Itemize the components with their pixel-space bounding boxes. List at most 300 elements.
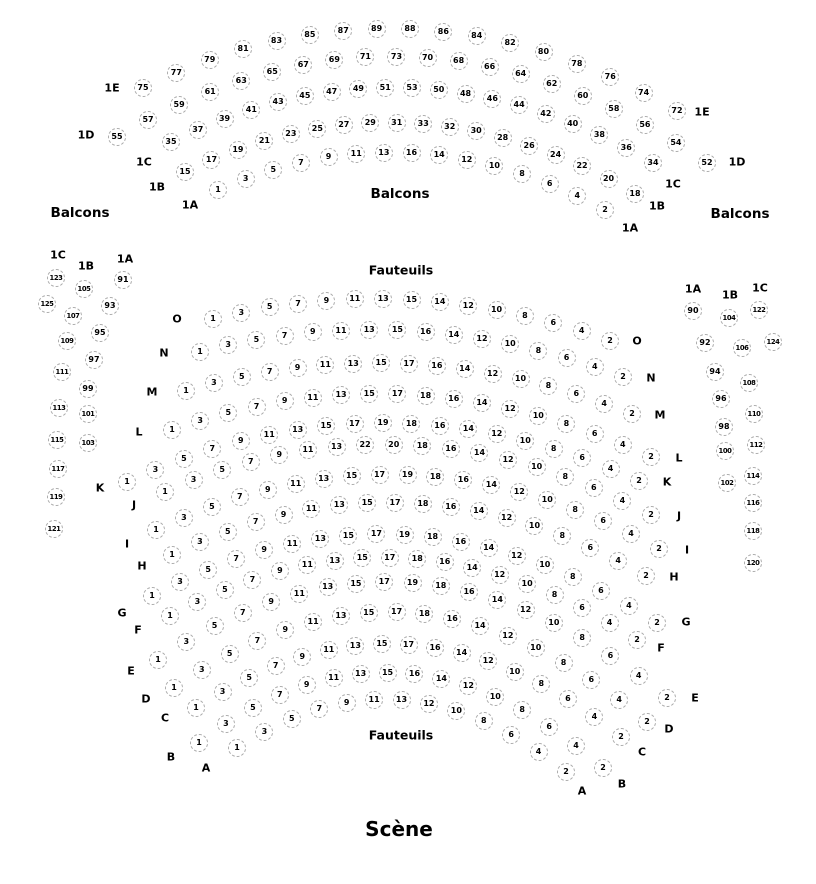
seat-fauteuil-G-13[interactable]: 13 <box>311 530 329 548</box>
seat-fauteuil-O-12[interactable]: 12 <box>459 297 477 315</box>
seat-fauteuil-F-13[interactable]: 13 <box>326 552 344 570</box>
seat-balcon-right-1A-100[interactable]: 100 <box>716 442 734 460</box>
seat-fauteuil-I-9[interactable]: 9 <box>259 481 277 499</box>
seat-balcon-1C-38[interactable]: 38 <box>590 126 608 144</box>
seat-fauteuil-L-13[interactable]: 13 <box>332 386 350 404</box>
seat-balcon-1D-56[interactable]: 56 <box>636 116 654 134</box>
seat-fauteuil-B-3[interactable]: 3 <box>217 715 235 733</box>
seat-fauteuil-F-5[interactable]: 5 <box>216 581 234 599</box>
seat-fauteuil-N-1[interactable]: 1 <box>191 343 209 361</box>
seat-balcon-1C-50[interactable]: 50 <box>430 81 448 99</box>
seat-balcon-left-1B-119[interactable]: 119 <box>47 488 65 506</box>
seat-fauteuil-B-8[interactable]: 8 <box>513 701 531 719</box>
seat-balcon-1A-14[interactable]: 14 <box>430 146 448 164</box>
seat-fauteuil-I-13[interactable]: 13 <box>315 470 333 488</box>
seat-fauteuil-I-5[interactable]: 5 <box>203 498 221 516</box>
seat-fauteuil-H-3[interactable]: 3 <box>191 533 209 551</box>
seat-fauteuil-H-1[interactable]: 1 <box>163 546 181 564</box>
seat-fauteuil-E-19[interactable]: 19 <box>404 574 422 592</box>
seat-fauteuil-K-13[interactable]: 13 <box>289 421 307 439</box>
seat-fauteuil-A-7[interactable]: 7 <box>310 700 328 718</box>
seat-fauteuil-H-8[interactable]: 8 <box>553 527 571 545</box>
seat-fauteuil-N-5[interactable]: 5 <box>247 331 265 349</box>
seat-balcon-1C-46[interactable]: 46 <box>483 90 501 108</box>
seat-fauteuil-N-15[interactable]: 15 <box>388 321 406 339</box>
seat-balcon-1B-28[interactable]: 28 <box>494 129 512 147</box>
seat-balcon-1B-23[interactable]: 23 <box>282 125 300 143</box>
seat-fauteuil-H-18[interactable]: 18 <box>414 495 432 513</box>
seat-fauteuil-J-5[interactable]: 5 <box>213 461 231 479</box>
seat-fauteuil-K-14[interactable]: 14 <box>459 420 477 438</box>
seat-fauteuil-I-2[interactable]: 2 <box>650 540 668 558</box>
seat-fauteuil-E-10[interactable]: 10 <box>545 614 563 632</box>
seat-fauteuil-G-1[interactable]: 1 <box>143 587 161 605</box>
seat-balcon-right-1A-102[interactable]: 102 <box>718 474 736 492</box>
seat-fauteuil-M-5[interactable]: 5 <box>233 368 251 386</box>
seat-fauteuil-A-9[interactable]: 9 <box>338 694 356 712</box>
seat-balcon-right-1B-108[interactable]: 108 <box>740 374 758 392</box>
seat-balcon-1C-47[interactable]: 47 <box>323 83 341 101</box>
seat-balcon-1C-36[interactable]: 36 <box>617 139 635 157</box>
seat-balcon-1C-37[interactable]: 37 <box>189 121 207 139</box>
seat-fauteuil-G-4[interactable]: 4 <box>620 597 638 615</box>
seat-fauteuil-K-17[interactable]: 17 <box>346 415 364 433</box>
seat-fauteuil-E-11[interactable]: 11 <box>290 585 308 603</box>
seat-fauteuil-D-11[interactable]: 11 <box>304 613 322 631</box>
seat-balcon-1A-11[interactable]: 11 <box>347 145 365 163</box>
seat-balcon-1A-16[interactable]: 16 <box>403 144 421 162</box>
seat-balcon-left-1B-109[interactable]: 109 <box>58 332 76 350</box>
seat-fauteuil-D-13[interactable]: 13 <box>332 607 350 625</box>
seat-fauteuil-G-9[interactable]: 9 <box>255 541 273 559</box>
seat-balcon-1C-40[interactable]: 40 <box>564 115 582 133</box>
seat-fauteuil-F-8[interactable]: 8 <box>546 586 564 604</box>
seat-fauteuil-B-10[interactable]: 10 <box>486 688 504 706</box>
seat-fauteuil-E-3[interactable]: 3 <box>177 633 195 651</box>
seat-fauteuil-M-10[interactable]: 10 <box>512 370 530 388</box>
seat-fauteuil-J-16[interactable]: 16 <box>442 440 460 458</box>
seat-fauteuil-M-6[interactable]: 6 <box>567 385 585 403</box>
seat-balcon-1C-44[interactable]: 44 <box>510 96 528 114</box>
seat-fauteuil-B-12[interactable]: 12 <box>459 677 477 695</box>
seat-fauteuil-L-15[interactable]: 15 <box>360 385 378 403</box>
seat-fauteuil-F-1[interactable]: 1 <box>161 607 179 625</box>
seat-fauteuil-O-13[interactable]: 13 <box>374 290 392 308</box>
seat-fauteuil-F-17[interactable]: 17 <box>381 549 399 567</box>
seat-balcon-1D-57[interactable]: 57 <box>139 111 157 129</box>
seat-balcon-right-1C-122[interactable]: 122 <box>750 301 768 319</box>
seat-fauteuil-O-15[interactable]: 15 <box>403 291 421 309</box>
seat-fauteuil-O-4[interactable]: 4 <box>573 322 591 340</box>
seat-fauteuil-F-18[interactable]: 18 <box>408 550 426 568</box>
seat-fauteuil-B-4[interactable]: 4 <box>567 737 585 755</box>
seat-fauteuil-N-11[interactable]: 11 <box>332 322 350 340</box>
seat-balcon-1E-74[interactable]: 74 <box>635 84 653 102</box>
seat-fauteuil-G-8[interactable]: 8 <box>564 568 582 586</box>
seat-balcon-right-1B-116[interactable]: 116 <box>744 494 762 512</box>
seat-fauteuil-F-11[interactable]: 11 <box>298 556 316 574</box>
seat-fauteuil-L-16[interactable]: 16 <box>445 390 463 408</box>
seat-fauteuil-H-7[interactable]: 7 <box>247 513 265 531</box>
seat-fauteuil-E-2[interactable]: 2 <box>658 689 676 707</box>
seat-fauteuil-D-15[interactable]: 15 <box>360 604 378 622</box>
seat-fauteuil-D-12[interactable]: 12 <box>499 627 517 645</box>
seat-fauteuil-L-4[interactable]: 4 <box>614 436 632 454</box>
seat-fauteuil-G-3[interactable]: 3 <box>171 573 189 591</box>
seat-fauteuil-H-12[interactable]: 12 <box>498 509 516 527</box>
seat-fauteuil-M-1[interactable]: 1 <box>177 382 195 400</box>
seat-fauteuil-I-8[interactable]: 8 <box>566 501 584 519</box>
seat-fauteuil-H-6[interactable]: 6 <box>581 539 599 557</box>
seat-fauteuil-J-4[interactable]: 4 <box>613 492 631 510</box>
seat-fauteuil-N-12[interactable]: 12 <box>473 330 491 348</box>
seat-fauteuil-I-16[interactable]: 16 <box>454 471 472 489</box>
seat-balcon-1E-75[interactable]: 75 <box>134 79 152 97</box>
seat-fauteuil-O-9[interactable]: 9 <box>317 292 335 310</box>
seat-balcon-1B-20[interactable]: 20 <box>600 170 618 188</box>
seat-fauteuil-H-17[interactable]: 17 <box>386 494 404 512</box>
seat-balcon-left-1B-107[interactable]: 107 <box>64 307 82 325</box>
seat-fauteuil-L-6[interactable]: 6 <box>586 425 604 443</box>
seat-balcon-1D-55[interactable]: 55 <box>108 128 126 146</box>
seat-balcon-right-1C-124[interactable]: 124 <box>764 333 782 351</box>
seat-fauteuil-F-14[interactable]: 14 <box>463 559 481 577</box>
seat-balcon-left-1A-97[interactable]: 97 <box>85 351 103 369</box>
seat-fauteuil-J-2[interactable]: 2 <box>642 506 660 524</box>
seat-fauteuil-J-22[interactable]: 22 <box>356 436 374 454</box>
seat-balcon-right-1A-98[interactable]: 98 <box>715 418 733 436</box>
seat-fauteuil-H-5[interactable]: 5 <box>219 523 237 541</box>
seat-balcon-1A-1[interactable]: 1 <box>209 181 227 199</box>
seat-fauteuil-H-14[interactable]: 14 <box>470 502 488 520</box>
seat-balcon-left-1B-121[interactable]: 121 <box>45 520 63 538</box>
seat-fauteuil-N-2[interactable]: 2 <box>614 368 632 386</box>
seat-fauteuil-H-16[interactable]: 16 <box>442 498 460 516</box>
seat-fauteuil-A-10[interactable]: 10 <box>447 702 465 720</box>
seat-balcon-1C-48[interactable]: 48 <box>457 85 475 103</box>
seat-balcon-left-1B-105[interactable]: 105 <box>75 280 93 298</box>
seat-fauteuil-L-14[interactable]: 14 <box>473 394 491 412</box>
seat-fauteuil-D-2[interactable]: 2 <box>638 713 656 731</box>
seat-fauteuil-I-1[interactable]: 1 <box>147 521 165 539</box>
seat-fauteuil-M-13[interactable]: 13 <box>344 355 362 373</box>
seat-balcon-right-1A-92[interactable]: 92 <box>696 334 714 352</box>
seat-balcon-right-1A-90[interactable]: 90 <box>684 302 702 320</box>
seat-fauteuil-M-12[interactable]: 12 <box>484 365 502 383</box>
seat-balcon-1E-80[interactable]: 80 <box>535 43 553 61</box>
seat-fauteuil-M-14[interactable]: 14 <box>456 360 474 378</box>
seat-fauteuil-E-8[interactable]: 8 <box>573 629 591 647</box>
seat-fauteuil-I-15[interactable]: 15 <box>343 467 361 485</box>
seat-fauteuil-F-4[interactable]: 4 <box>601 614 619 632</box>
seat-balcon-1B-15[interactable]: 15 <box>176 163 194 181</box>
seat-fauteuil-B-13[interactable]: 13 <box>352 665 370 683</box>
seat-fauteuil-B-15[interactable]: 15 <box>379 664 397 682</box>
seat-fauteuil-L-7[interactable]: 7 <box>248 398 266 416</box>
seat-fauteuil-K-11[interactable]: 11 <box>260 426 278 444</box>
seat-balcon-left-1A-93[interactable]: 93 <box>101 297 119 315</box>
seat-fauteuil-M-4[interactable]: 4 <box>595 395 613 413</box>
seat-fauteuil-A-6[interactable]: 6 <box>502 726 520 744</box>
seat-fauteuil-N-8[interactable]: 8 <box>529 342 547 360</box>
seat-fauteuil-J-9[interactable]: 9 <box>270 446 288 464</box>
seat-fauteuil-J-12[interactable]: 12 <box>499 451 517 469</box>
seat-fauteuil-B-2[interactable]: 2 <box>594 759 612 777</box>
seat-fauteuil-J-11[interactable]: 11 <box>299 441 317 459</box>
seat-balcon-1A-8[interactable]: 8 <box>513 165 531 183</box>
seat-fauteuil-G-18[interactable]: 18 <box>424 528 442 546</box>
seat-fauteuil-J-13[interactable]: 13 <box>328 438 346 456</box>
seat-balcon-1E-78[interactable]: 78 <box>568 55 586 73</box>
seat-balcon-left-1A-103[interactable]: 103 <box>79 434 97 452</box>
seat-fauteuil-L-18[interactable]: 18 <box>417 387 435 405</box>
seat-fauteuil-E-5[interactable]: 5 <box>206 617 224 635</box>
seat-fauteuil-O-7[interactable]: 7 <box>289 295 307 313</box>
seat-fauteuil-H-4[interactable]: 4 <box>609 552 627 570</box>
seat-balcon-1B-26[interactable]: 26 <box>520 137 538 155</box>
seat-fauteuil-E-4[interactable]: 4 <box>630 667 648 685</box>
seat-fauteuil-G-17[interactable]: 17 <box>367 525 385 543</box>
seat-fauteuil-E-12[interactable]: 12 <box>517 601 535 619</box>
seat-fauteuil-F-2[interactable]: 2 <box>628 631 646 649</box>
seat-balcon-1C-45[interactable]: 45 <box>296 87 314 105</box>
seat-fauteuil-K-9[interactable]: 9 <box>232 432 250 450</box>
seat-balcon-left-1A-91[interactable]: 91 <box>114 271 132 289</box>
seat-balcon-1C-39[interactable]: 39 <box>216 110 234 128</box>
seat-fauteuil-L-2[interactable]: 2 <box>642 448 660 466</box>
seat-balcon-1C-53[interactable]: 53 <box>403 79 421 97</box>
seat-balcon-left-1B-115[interactable]: 115 <box>48 431 66 449</box>
seat-fauteuil-E-16[interactable]: 16 <box>460 583 478 601</box>
seat-fauteuil-B-11[interactable]: 11 <box>325 669 343 687</box>
seat-balcon-1B-18[interactable]: 18 <box>626 185 644 203</box>
seat-fauteuil-O-5[interactable]: 5 <box>261 298 279 316</box>
seat-balcon-1B-33[interactable]: 33 <box>414 115 432 133</box>
seat-balcon-1C-41[interactable]: 41 <box>242 101 260 119</box>
seat-fauteuil-O-3[interactable]: 3 <box>232 304 250 322</box>
seat-fauteuil-F-6[interactable]: 6 <box>573 599 591 617</box>
seat-balcon-1B-19[interactable]: 19 <box>229 141 247 159</box>
seat-fauteuil-I-17[interactable]: 17 <box>371 466 389 484</box>
seat-balcon-right-1B-110[interactable]: 110 <box>745 405 763 423</box>
seat-balcon-right-1B-112[interactable]: 112 <box>747 436 765 454</box>
seat-fauteuil-A-2[interactable]: 2 <box>557 763 575 781</box>
seat-fauteuil-C-12[interactable]: 12 <box>479 652 497 670</box>
seat-balcon-1E-86[interactable]: 86 <box>434 23 452 41</box>
seat-balcon-1A-7[interactable]: 7 <box>292 154 310 172</box>
seat-fauteuil-C-11[interactable]: 11 <box>320 641 338 659</box>
seat-fauteuil-M-7[interactable]: 7 <box>261 363 279 381</box>
seat-balcon-1A-3[interactable]: 3 <box>237 170 255 188</box>
seat-fauteuil-K-1[interactable]: 1 <box>118 473 136 491</box>
seat-fauteuil-C-15[interactable]: 15 <box>373 635 391 653</box>
seat-balcon-1A-2[interactable]: 2 <box>596 201 614 219</box>
seat-balcon-1B-27[interactable]: 27 <box>335 116 353 134</box>
seat-fauteuil-B-5[interactable]: 5 <box>244 699 262 717</box>
seat-fauteuil-K-15[interactable]: 15 <box>317 417 335 435</box>
seat-fauteuil-L-1[interactable]: 1 <box>163 421 181 439</box>
seat-balcon-1E-85[interactable]: 85 <box>301 26 319 44</box>
seat-fauteuil-A-12[interactable]: 12 <box>420 695 438 713</box>
seat-fauteuil-K-10[interactable]: 10 <box>516 432 534 450</box>
seat-fauteuil-J-10[interactable]: 10 <box>528 458 546 476</box>
seat-balcon-1E-89[interactable]: 89 <box>368 20 386 38</box>
seat-fauteuil-O-10[interactable]: 10 <box>488 301 506 319</box>
seat-balcon-1C-51[interactable]: 51 <box>376 79 394 97</box>
seat-fauteuil-D-4[interactable]: 4 <box>610 691 628 709</box>
seat-fauteuil-L-9[interactable]: 9 <box>276 392 294 410</box>
seat-fauteuil-G-7[interactable]: 7 <box>227 550 245 568</box>
seat-balcon-1D-61[interactable]: 61 <box>201 83 219 101</box>
seat-balcon-right-1B-118[interactable]: 118 <box>744 522 762 540</box>
seat-fauteuil-L-11[interactable]: 11 <box>304 389 322 407</box>
seat-fauteuil-N-3[interactable]: 3 <box>219 336 237 354</box>
seat-fauteuil-C-5[interactable]: 5 <box>240 669 258 687</box>
seat-fauteuil-L-3[interactable]: 3 <box>191 412 209 430</box>
seat-balcon-right-1B-104[interactable]: 104 <box>720 309 738 327</box>
seat-fauteuil-E-15[interactable]: 15 <box>347 575 365 593</box>
seat-fauteuil-H-11[interactable]: 11 <box>302 500 320 518</box>
seat-balcon-1D-71[interactable]: 71 <box>356 48 374 66</box>
seat-fauteuil-J-20[interactable]: 20 <box>385 436 403 454</box>
seat-balcon-right-1B-114[interactable]: 114 <box>744 467 762 485</box>
seat-fauteuil-M-8[interactable]: 8 <box>539 377 557 395</box>
seat-fauteuil-C-17[interactable]: 17 <box>400 636 418 654</box>
seat-fauteuil-K-12[interactable]: 12 <box>488 425 506 443</box>
seat-fauteuil-D-16[interactable]: 16 <box>443 610 461 628</box>
seat-fauteuil-J-1[interactable]: 1 <box>156 483 174 501</box>
seat-balcon-1B-24[interactable]: 24 <box>547 146 565 164</box>
seat-balcon-1B-22[interactable]: 22 <box>573 157 591 175</box>
seat-fauteuil-G-10[interactable]: 10 <box>536 556 554 574</box>
seat-fauteuil-M-15[interactable]: 15 <box>372 354 390 372</box>
seat-fauteuil-F-16[interactable]: 16 <box>436 553 454 571</box>
seat-fauteuil-H-13[interactable]: 13 <box>330 496 348 514</box>
seat-balcon-1E-72[interactable]: 72 <box>668 102 686 120</box>
seat-fauteuil-L-17[interactable]: 17 <box>388 385 406 403</box>
seat-fauteuil-G-11[interactable]: 11 <box>283 535 301 553</box>
seat-fauteuil-J-6[interactable]: 6 <box>585 479 603 497</box>
seat-balcon-1E-84[interactable]: 84 <box>468 27 486 45</box>
seat-fauteuil-K-8[interactable]: 8 <box>545 440 563 458</box>
seat-fauteuil-K-5[interactable]: 5 <box>175 450 193 468</box>
seat-fauteuil-F-15[interactable]: 15 <box>353 549 371 567</box>
seat-fauteuil-F-3[interactable]: 3 <box>188 593 206 611</box>
seat-fauteuil-O-1[interactable]: 1 <box>204 310 222 328</box>
seat-fauteuil-G-2[interactable]: 2 <box>648 614 666 632</box>
seat-balcon-1B-25[interactable]: 25 <box>308 120 326 138</box>
seat-fauteuil-J-14[interactable]: 14 <box>470 444 488 462</box>
seat-balcon-1D-65[interactable]: 65 <box>263 63 281 81</box>
seat-fauteuil-D-9[interactable]: 9 <box>276 621 294 639</box>
seat-fauteuil-C-14[interactable]: 14 <box>453 644 471 662</box>
seat-fauteuil-N-6[interactable]: 6 <box>558 349 576 367</box>
seat-fauteuil-N-4[interactable]: 4 <box>586 358 604 376</box>
seat-balcon-1B-21[interactable]: 21 <box>255 132 273 150</box>
seat-balcon-1D-69[interactable]: 69 <box>325 51 343 69</box>
seat-balcon-1C-49[interactable]: 49 <box>349 80 367 98</box>
seat-fauteuil-O-11[interactable]: 11 <box>346 290 364 308</box>
seat-balcon-left-1B-117[interactable]: 117 <box>49 460 67 478</box>
seat-fauteuil-K-19[interactable]: 19 <box>374 414 392 432</box>
seat-fauteuil-C-7[interactable]: 7 <box>267 657 285 675</box>
seat-balcon-left-1B-113[interactable]: 113 <box>50 399 68 417</box>
seat-balcon-1D-64[interactable]: 64 <box>512 65 530 83</box>
seat-balcon-1D-60[interactable]: 60 <box>574 87 592 105</box>
seat-fauteuil-H-10[interactable]: 10 <box>525 517 543 535</box>
seat-balcon-1E-83[interactable]: 83 <box>268 32 286 50</box>
seat-fauteuil-I-7[interactable]: 7 <box>231 488 249 506</box>
seat-balcon-1A-4[interactable]: 4 <box>568 187 586 205</box>
seat-balcon-1A-12[interactable]: 12 <box>458 151 476 169</box>
seat-fauteuil-B-16[interactable]: 16 <box>405 665 423 683</box>
seat-balcon-1B-17[interactable]: 17 <box>202 151 220 169</box>
seat-fauteuil-J-7[interactable]: 7 <box>242 453 260 471</box>
seat-balcon-1D-59[interactable]: 59 <box>170 96 188 114</box>
seat-fauteuil-K-16[interactable]: 16 <box>431 417 449 435</box>
seat-balcon-left-1A-95[interactable]: 95 <box>91 324 109 342</box>
seat-fauteuil-D-5[interactable]: 5 <box>221 645 239 663</box>
seat-fauteuil-C-1[interactable]: 1 <box>187 699 205 717</box>
seat-fauteuil-N-16[interactable]: 16 <box>417 323 435 341</box>
seat-fauteuil-M-11[interactable]: 11 <box>316 356 334 374</box>
seat-fauteuil-K-6[interactable]: 6 <box>573 449 591 467</box>
seat-balcon-1E-77[interactable]: 77 <box>167 64 185 82</box>
seat-fauteuil-N-14[interactable]: 14 <box>445 326 463 344</box>
seat-fauteuil-D-6[interactable]: 6 <box>582 671 600 689</box>
seat-fauteuil-N-13[interactable]: 13 <box>360 321 378 339</box>
seat-fauteuil-H-2[interactable]: 2 <box>637 567 655 585</box>
seat-balcon-1D-66[interactable]: 66 <box>481 58 499 76</box>
seat-fauteuil-N-9[interactable]: 9 <box>304 323 322 341</box>
seat-fauteuil-J-3[interactable]: 3 <box>185 471 203 489</box>
seat-fauteuil-D-18[interactable]: 18 <box>415 605 433 623</box>
seat-fauteuil-M-17[interactable]: 17 <box>400 355 418 373</box>
seat-fauteuil-H-15[interactable]: 15 <box>358 494 376 512</box>
seat-fauteuil-O-14[interactable]: 14 <box>431 293 449 311</box>
seat-fauteuil-C-3[interactable]: 3 <box>214 683 232 701</box>
seat-fauteuil-A-4[interactable]: 4 <box>530 743 548 761</box>
seat-fauteuil-D-1[interactable]: 1 <box>165 679 183 697</box>
seat-fauteuil-I-18[interactable]: 18 <box>426 468 444 486</box>
seat-balcon-1D-70[interactable]: 70 <box>419 49 437 67</box>
seat-fauteuil-G-12[interactable]: 12 <box>508 547 526 565</box>
seat-balcon-1D-52[interactable]: 52 <box>698 154 716 172</box>
seat-balcon-1C-35[interactable]: 35 <box>162 133 180 151</box>
seat-fauteuil-K-2[interactable]: 2 <box>630 472 648 490</box>
seat-fauteuil-E-1[interactable]: 1 <box>149 651 167 669</box>
seat-fauteuil-C-10[interactable]: 10 <box>506 663 524 681</box>
seat-fauteuil-E-13[interactable]: 13 <box>319 578 337 596</box>
seat-fauteuil-A-3[interactable]: 3 <box>255 723 273 741</box>
seat-fauteuil-K-4[interactable]: 4 <box>602 460 620 478</box>
seat-fauteuil-C-8[interactable]: 8 <box>532 675 550 693</box>
seat-fauteuil-C-2[interactable]: 2 <box>612 728 630 746</box>
seat-fauteuil-K-7[interactable]: 7 <box>203 440 221 458</box>
seat-fauteuil-C-9[interactable]: 9 <box>293 648 311 666</box>
seat-fauteuil-L-8[interactable]: 8 <box>557 415 575 433</box>
seat-fauteuil-E-9[interactable]: 9 <box>262 593 280 611</box>
seat-fauteuil-B-7[interactable]: 7 <box>271 686 289 704</box>
seat-fauteuil-I-11[interactable]: 11 <box>287 475 305 493</box>
seat-fauteuil-D-10[interactable]: 10 <box>527 639 545 657</box>
seat-fauteuil-A-8[interactable]: 8 <box>475 712 493 730</box>
seat-fauteuil-O-8[interactable]: 8 <box>516 307 534 325</box>
seat-fauteuil-I-10[interactable]: 10 <box>538 491 556 509</box>
seat-fauteuil-M-2[interactable]: 2 <box>623 405 641 423</box>
seat-fauteuil-O-6[interactable]: 6 <box>544 314 562 332</box>
seat-balcon-1A-6[interactable]: 6 <box>541 175 559 193</box>
